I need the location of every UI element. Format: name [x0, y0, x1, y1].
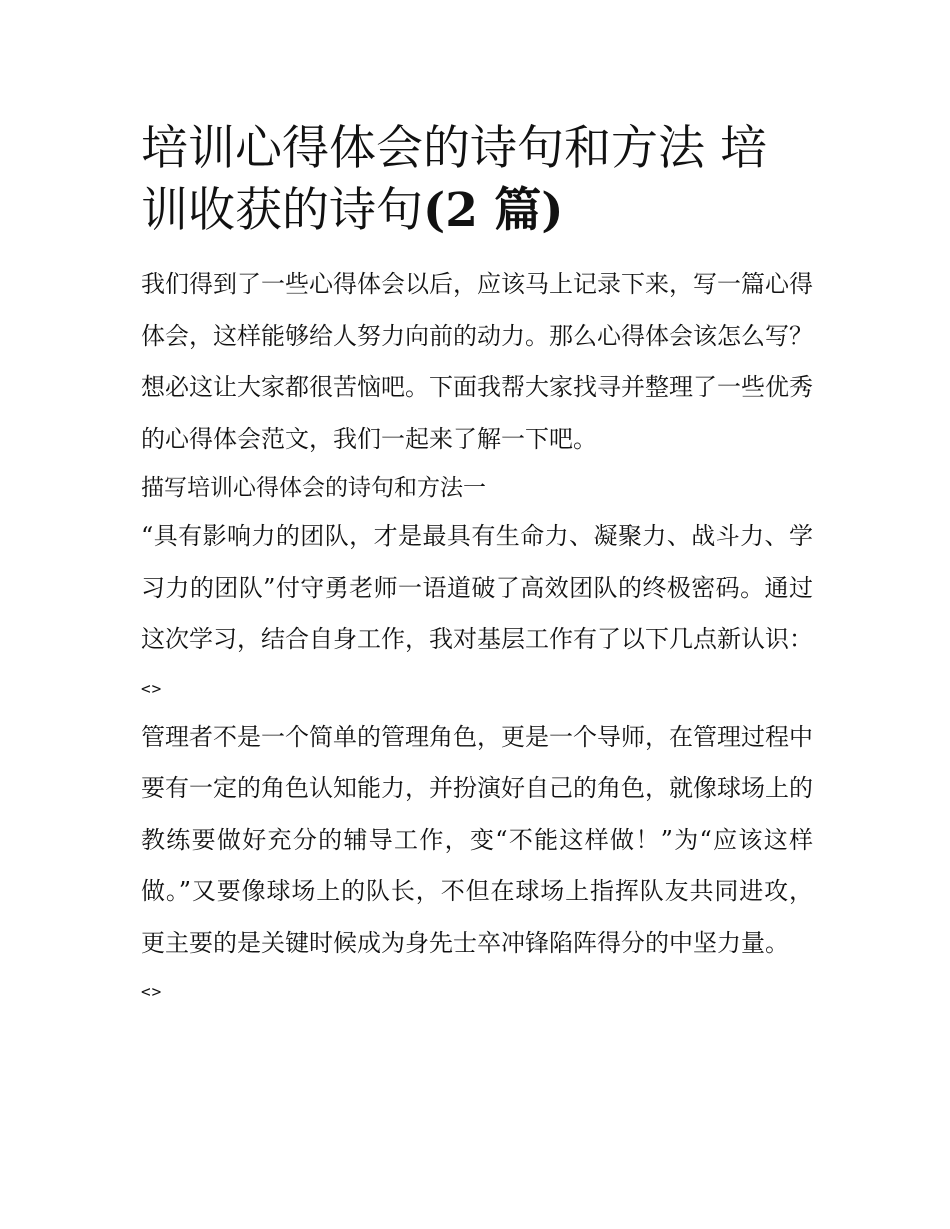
title-line-2-prefix: 训收获的诗句	[141, 183, 423, 238]
intro-paragraph: 我们得到了一些心得体会以后，应该马上记录下来，写一篇心得体会，这样能够给人努力向前的动力。那么心得体会该怎么写？想必这让大家都很苦恼吧。下面我帮大家找寻并整理了一些优秀的心得体会范文，我们一起来了解一下吧。	[141, 270, 813, 453]
body-paragraph-2: 管理者不是一个简单的管理角色，更是一个导师，在管理过程中要有一定的角色认知能力，并扮演好自己的角色，就像球场上的教练要做好充分的辅导工作，变“不能这样做！”为“应该这样做。”又要像球场上的队长，不但在球场上指挥队友共同进攻，更主要的是关键时候成为身先士卒冲锋陷阵得分的中坚力量。	[141, 722, 813, 957]
placeholder-marker-2: <>	[141, 982, 163, 1001]
placeholder-marker-1: <>	[141, 678, 163, 698]
title-line-1: 培训心得体会的诗句和方法 培	[141, 121, 767, 176]
section-heading: 描写培训心得体会的诗句和方法一	[141, 475, 486, 501]
document-title	[141, 118, 813, 242]
title-line-2-suffix: (2 篇)	[423, 183, 564, 238]
document-body	[141, 118, 813, 1015]
body-paragraph-1: “具有影响力的团队，才是最具有生命力、凝聚力、战斗力、学习力的团队”付守勇老师一语道破了高效团队的终极密码。通过这次学习，结合自身工作，我对基层工作有了以下几点新认识：	[141, 522, 813, 653]
